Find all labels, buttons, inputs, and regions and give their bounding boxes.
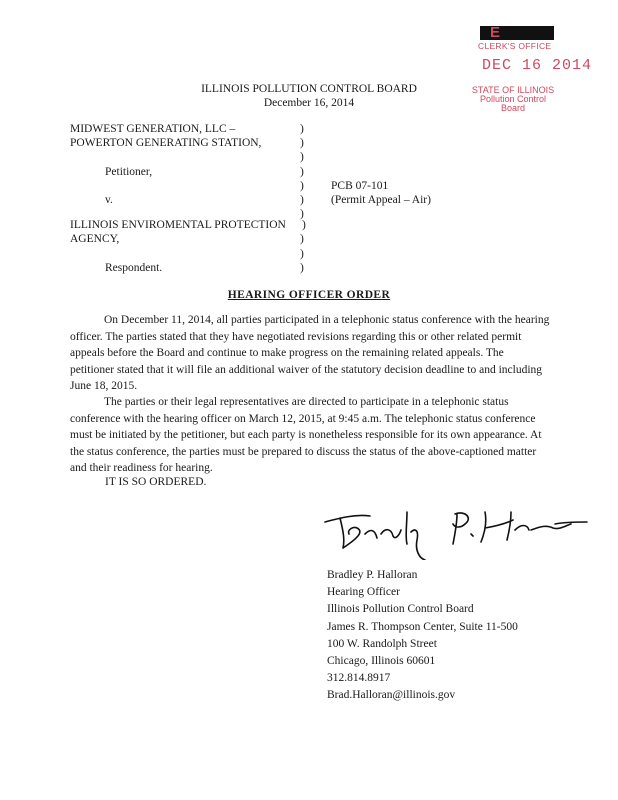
versus: v. [105,194,113,206]
signature-script: Bradley P. Halloran [315,500,323,501]
stamp-office: CLERK'S OFFICE [478,41,552,51]
paragraph-1-text: On December 11, 2014, all parties participated in a telephonic status conference with the hearing officer. The parties stated that they have negotiated revisions regarding this or other related permit appeals before the Board and continue to make progress on the remaining related appeals. The petitioner stated that it will file an additional waiver of the statutory decision deadline to and including June 18, 2015. [70,314,550,392]
paren: ) [300,248,304,260]
redaction-bar [506,26,554,40]
stamp-date: DEC 16 2014 [482,57,593,74]
paren: ) [300,166,304,178]
order-date: December 16, 2014 [263,97,355,109]
case-type: (Permit Appeal – Air) [331,194,431,206]
paren: ) [300,137,304,149]
signer-name: Bradley P. Halloran [327,569,418,581]
paren: ) [300,194,304,206]
board-title: ILLINOIS POLLUTION CONTROL BOARD [201,83,417,95]
signer-city: Chicago, Illinois 60601 [327,655,436,668]
signer-phone: 312.814.8917 [327,672,391,685]
signer-address2: 100 W. Randolph Street [327,637,437,650]
order-paragraph-2 [70,394,550,477]
respondent-line2: AGENCY, [70,233,120,245]
signer-address1: James R. Thompson Center, Suite 11-500 [327,620,518,633]
paren: ) [300,208,304,220]
handwritten-signature [315,500,595,560]
paren: ) [300,151,304,163]
paren: ) [300,180,304,192]
petitioner-role: Petitioner, [105,166,153,178]
paren: ) [300,262,304,274]
petitioner-line2: POWERTON GENERATING STATION, [70,137,262,149]
signer-email: Brad.Halloran@illinois.gov [327,689,456,702]
order-heading: HEARING OFFICER ORDER [227,289,391,301]
case-number: PCB 07-101 [331,180,389,192]
order-paragraph-1 [70,312,550,395]
petitioner-line1: MIDWEST GENERATION, LLC – [70,123,236,135]
stamp-state-line2: Pollution Control Board [479,94,547,113]
paren: ) [302,219,306,231]
paren: ) [300,233,304,245]
signature-block [327,567,518,705]
respondent-role: Respondent. [105,262,163,274]
signer-organization: Illinois Pollution Control Board [327,603,474,616]
closing-statement: IT IS SO ORDERED. [105,476,207,488]
paren: ) [300,123,304,135]
respondent-line1: ILLINOIS ENVIROMENTAL PROTECTION [70,219,286,231]
stamp-state-line1: STATE OF ILLINOIS [471,85,555,95]
stamp-letter: E [490,24,501,41]
signer-title: Hearing Officer [327,586,400,599]
paragraph-2-text: The parties or their legal representatives are directed to participate in a telephonic status conference with the hearing officer on March 12, 2015, at 9:45 a.m. The telephonic status conference must be initiated by the petitioner, but each party is nonetheless responsible for its own appearance. At the status conference, the parties must be prepared to discuss the status of the above-captioned matter and their readiness for hearing. [70,396,542,474]
